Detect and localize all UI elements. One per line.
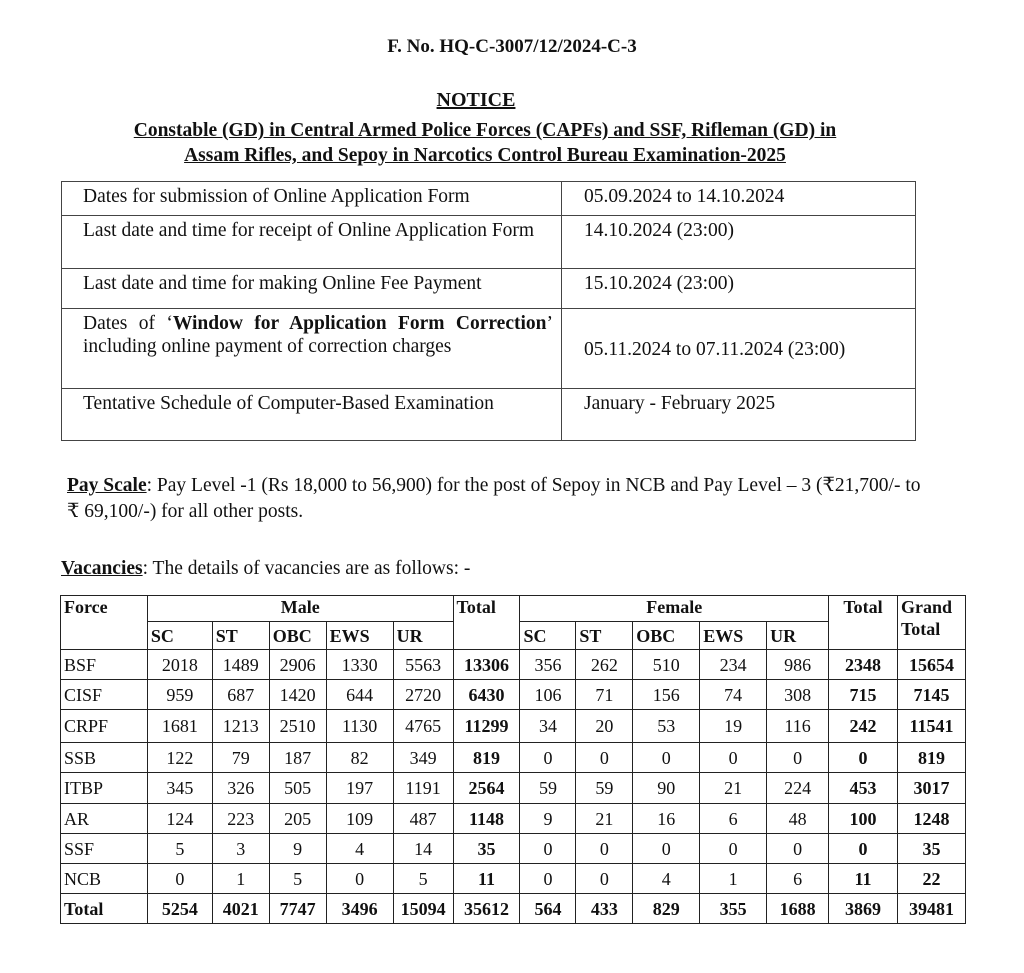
header-grand-total: Grand Total <box>897 596 965 650</box>
force-cell: BSF <box>61 650 148 680</box>
male-total-cell: 2564 <box>453 773 520 804</box>
schedule-table <box>61 181 916 441</box>
male-value-cell: 505 <box>269 773 326 804</box>
male-value-cell: 2906 <box>269 650 326 680</box>
female-value-cell: 1688 <box>767 894 829 924</box>
female-value-cell: 433 <box>576 894 633 924</box>
female-value-cell: 156 <box>633 680 700 710</box>
schedule-label: Dates for submission of Online Application Form <box>62 182 562 216</box>
female-value-cell: 16 <box>633 804 700 834</box>
female-value-cell: 21 <box>576 804 633 834</box>
female-value-cell: 986 <box>767 650 829 680</box>
male-total-cell: 11 <box>453 864 520 894</box>
male-value-cell: 959 <box>147 680 212 710</box>
male-value-cell: 5 <box>147 834 212 864</box>
header-male-ews: EWS <box>326 622 393 650</box>
schedule-row <box>62 389 916 441</box>
female-value-cell: 0 <box>520 743 576 773</box>
table-row <box>61 834 966 864</box>
table-row <box>61 773 966 804</box>
female-value-cell: 71 <box>576 680 633 710</box>
male-value-cell: 345 <box>147 773 212 804</box>
header-male-sc: SC <box>147 622 212 650</box>
male-total-cell: 35 <box>453 834 520 864</box>
female-total-cell: 715 <box>829 680 898 710</box>
female-value-cell: 20 <box>576 710 633 743</box>
header-male-total: Total <box>453 596 520 650</box>
male-value-cell: 1130 <box>326 710 393 743</box>
male-total-cell: 13306 <box>453 650 520 680</box>
male-value-cell: 4021 <box>212 894 269 924</box>
male-value-cell: 1213 <box>212 710 269 743</box>
header-male-obc: OBC <box>269 622 326 650</box>
male-value-cell: 7747 <box>269 894 326 924</box>
male-value-cell: 197 <box>326 773 393 804</box>
schedule-value: 05.09.2024 to 14.10.2024 <box>562 182 916 216</box>
male-total-cell: 1148 <box>453 804 520 834</box>
force-cell: AR <box>61 804 148 834</box>
male-value-cell: 1681 <box>147 710 212 743</box>
subject-line-1: Constable (GD) in Central Armed Police Forces (CAPFs) and SSF, Rifleman (GD) in <box>133 120 837 141</box>
grand-total-cell: 7145 <box>897 680 965 710</box>
female-value-cell: 0 <box>767 743 829 773</box>
force-cell: SSF <box>61 834 148 864</box>
header-force: Force <box>61 596 148 650</box>
header-female: Female <box>520 596 829 622</box>
pay-scale-label: Pay Scale <box>67 475 147 496</box>
female-value-cell: 6 <box>700 804 767 834</box>
female-value-cell: 0 <box>520 834 576 864</box>
female-total-cell: 100 <box>829 804 898 834</box>
male-total-cell: 11299 <box>453 710 520 743</box>
male-value-cell: 2720 <box>393 680 453 710</box>
female-total-cell: 3869 <box>829 894 898 924</box>
male-total-cell: 6430 <box>453 680 520 710</box>
male-value-cell: 644 <box>326 680 393 710</box>
notice-heading: NOTICE <box>436 89 516 111</box>
header-male: Male <box>147 596 453 622</box>
male-value-cell: 0 <box>326 864 393 894</box>
female-value-cell: 59 <box>520 773 576 804</box>
female-value-cell: 0 <box>633 743 700 773</box>
schedule-label: Last date and time for making Online Fee Payment <box>62 269 562 309</box>
schedule-row <box>62 269 916 309</box>
force-cell: CRPF <box>61 710 148 743</box>
vacancies-paragraph <box>61 556 921 582</box>
male-value-cell: 9 <box>269 834 326 864</box>
male-value-cell: 205 <box>269 804 326 834</box>
female-value-cell: 0 <box>633 834 700 864</box>
female-value-cell: 6 <box>767 864 829 894</box>
male-value-cell: 326 <box>212 773 269 804</box>
male-value-cell: 5563 <box>393 650 453 680</box>
male-value-cell: 5 <box>269 864 326 894</box>
female-value-cell: 356 <box>520 650 576 680</box>
header-row <box>61 596 966 622</box>
female-total-cell: 0 <box>829 743 898 773</box>
male-value-cell: 4765 <box>393 710 453 743</box>
female-value-cell: 59 <box>576 773 633 804</box>
female-value-cell: 510 <box>633 650 700 680</box>
table-row <box>61 680 966 710</box>
female-total-cell: 11 <box>829 864 898 894</box>
force-cell: Total <box>61 894 148 924</box>
vacancies-label: Vacancies <box>61 558 143 579</box>
header-female-st: ST <box>576 622 633 650</box>
female-value-cell: 0 <box>576 864 633 894</box>
schedule-value: 15.10.2024 (23:00) <box>562 269 916 309</box>
male-value-cell: 109 <box>326 804 393 834</box>
force-cell: NCB <box>61 864 148 894</box>
male-value-cell: 349 <box>393 743 453 773</box>
female-value-cell: 106 <box>520 680 576 710</box>
grand-total-cell: 3017 <box>897 773 965 804</box>
female-value-cell: 355 <box>700 894 767 924</box>
pay-scale-paragraph <box>67 473 927 525</box>
male-value-cell: 1420 <box>269 680 326 710</box>
force-cell: ITBP <box>61 773 148 804</box>
table-row <box>61 804 966 834</box>
header-female-ur: UR <box>767 622 829 650</box>
male-value-cell: 187 <box>269 743 326 773</box>
notice-subject <box>40 118 930 168</box>
vacancies-text: : The details of vacancies are as follows: - <box>142 558 471 579</box>
female-value-cell: 262 <box>576 650 633 680</box>
female-value-cell: 829 <box>633 894 700 924</box>
schedule-label: Tentative Schedule of Computer-Based Examination <box>62 389 562 441</box>
female-value-cell: 74 <box>700 680 767 710</box>
female-value-cell: 0 <box>700 834 767 864</box>
male-value-cell: 1330 <box>326 650 393 680</box>
schedule-value: 05.11.2024 to 07.11.2024 (23:00) <box>562 309 916 389</box>
grand-total-cell: 11541 <box>897 710 965 743</box>
total-row <box>61 894 966 924</box>
female-total-cell: 242 <box>829 710 898 743</box>
female-total-cell: 2348 <box>829 650 898 680</box>
male-value-cell: 0 <box>147 864 212 894</box>
file-number: F. No. HQ-C-3007/12/2024-C-3 <box>387 36 637 57</box>
subject-line-2: Assam Rifles, and Sepoy in Narcotics Control Bureau Examination-2025 <box>184 145 786 166</box>
header-male-st: ST <box>212 622 269 650</box>
header-female-sc: SC <box>520 622 576 650</box>
male-value-cell: 14 <box>393 834 453 864</box>
male-value-cell: 124 <box>147 804 212 834</box>
table-row <box>61 864 966 894</box>
schedule-label-post: ’ including online payment of correction charges <box>83 313 553 357</box>
female-value-cell: 116 <box>767 710 829 743</box>
force-cell: CISF <box>61 680 148 710</box>
male-value-cell: 15094 <box>393 894 453 924</box>
grand-total-cell: 22 <box>897 864 965 894</box>
male-value-cell: 1489 <box>212 650 269 680</box>
male-total-cell: 35612 <box>453 894 520 924</box>
grand-total-cell: 819 <box>897 743 965 773</box>
vacancies-table <box>60 595 966 924</box>
male-value-cell: 4 <box>326 834 393 864</box>
force-cell: SSB <box>61 743 148 773</box>
male-value-cell: 2018 <box>147 650 212 680</box>
female-total-cell: 453 <box>829 773 898 804</box>
male-value-cell: 1 <box>212 864 269 894</box>
female-value-cell: 0 <box>520 864 576 894</box>
male-value-cell: 2510 <box>269 710 326 743</box>
grand-total-cell: 39481 <box>897 894 965 924</box>
female-value-cell: 0 <box>700 743 767 773</box>
male-value-cell: 3 <box>212 834 269 864</box>
schedule-label-pre: Dates of ‘ <box>83 313 173 334</box>
grand-total-cell: 35 <box>897 834 965 864</box>
pay-scale-text: : Pay Level -1 (Rs 18,000 to 56,900) for the post of Sepoy in NCB and Pay Level – 3 (₹21,700/- to ₹ 69,100/-) for all other posts. <box>67 475 921 522</box>
male-value-cell: 687 <box>212 680 269 710</box>
female-value-cell: 90 <box>633 773 700 804</box>
schedule-label-bold: Window for Application Form Correction <box>172 313 547 334</box>
table-row <box>61 710 966 743</box>
male-value-cell: 5254 <box>147 894 212 924</box>
male-total-cell: 819 <box>453 743 520 773</box>
table-row <box>61 650 966 680</box>
schedule-row <box>62 309 916 389</box>
female-total-cell: 0 <box>829 834 898 864</box>
schedule-row <box>62 216 916 269</box>
header-male-ur: UR <box>393 622 453 650</box>
male-value-cell: 3496 <box>326 894 393 924</box>
grand-total-cell: 15654 <box>897 650 965 680</box>
female-value-cell: 9 <box>520 804 576 834</box>
schedule-value: 14.10.2024 (23:00) <box>562 216 916 269</box>
header-female-total: Total <box>829 596 898 650</box>
male-value-cell: 122 <box>147 743 212 773</box>
female-value-cell: 21 <box>700 773 767 804</box>
female-value-cell: 0 <box>576 834 633 864</box>
male-value-cell: 82 <box>326 743 393 773</box>
female-value-cell: 224 <box>767 773 829 804</box>
male-value-cell: 79 <box>212 743 269 773</box>
schedule-label <box>62 309 562 389</box>
female-value-cell: 234 <box>700 650 767 680</box>
female-value-cell: 34 <box>520 710 576 743</box>
schedule-row <box>62 182 916 216</box>
female-value-cell: 564 <box>520 894 576 924</box>
male-value-cell: 223 <box>212 804 269 834</box>
female-value-cell: 1 <box>700 864 767 894</box>
vacancies-body <box>61 650 966 924</box>
female-value-cell: 0 <box>576 743 633 773</box>
table-row <box>61 743 966 773</box>
schedule-value: January - February 2025 <box>562 389 916 441</box>
female-value-cell: 53 <box>633 710 700 743</box>
schedule-label: Last date and time for receipt of Online Application Form <box>62 216 562 269</box>
female-value-cell: 19 <box>700 710 767 743</box>
grand-total-cell: 1248 <box>897 804 965 834</box>
female-value-cell: 4 <box>633 864 700 894</box>
female-value-cell: 0 <box>767 834 829 864</box>
female-value-cell: 48 <box>767 804 829 834</box>
header-female-obc: OBC <box>633 622 700 650</box>
male-value-cell: 487 <box>393 804 453 834</box>
header-female-ews: EWS <box>700 622 767 650</box>
female-value-cell: 308 <box>767 680 829 710</box>
male-value-cell: 1191 <box>393 773 453 804</box>
male-value-cell: 5 <box>393 864 453 894</box>
